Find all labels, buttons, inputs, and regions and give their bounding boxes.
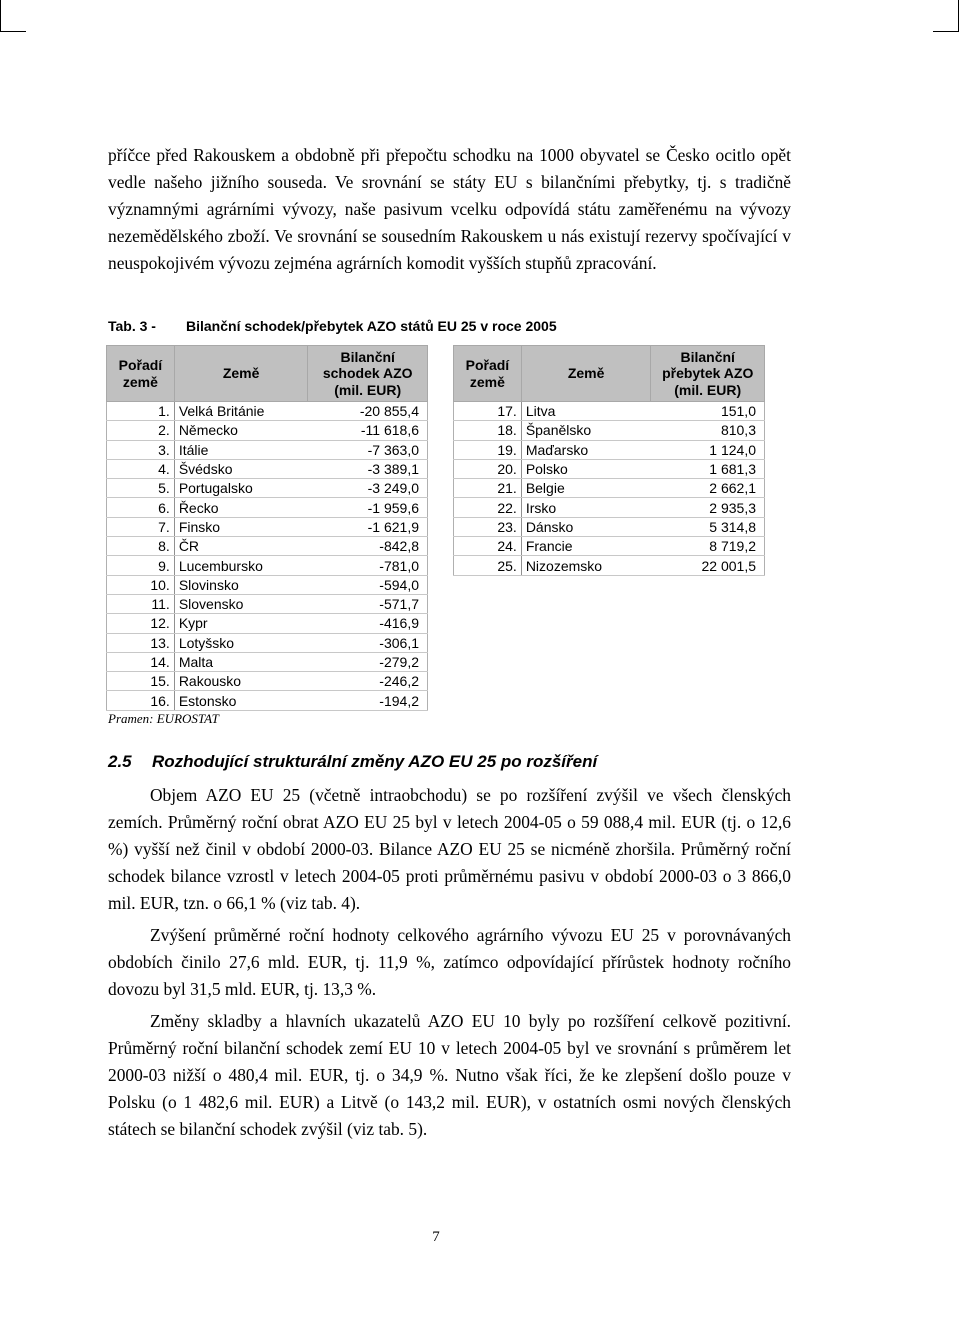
country-cell: Velká Británie — [174, 402, 308, 421]
header-country: Země — [174, 346, 308, 402]
section-heading — [108, 752, 597, 772]
rank-cell: 14. — [107, 652, 175, 671]
body-paragraph: Změny skladby a hlavních ukazatelů AZO EU 10 byly po rozšíření celkově pozitivní. Průměrný roční bilanční schodek zemí EU 10 v letech 2004-05 byl ve srovnání s průměrem let 2000-03 nižší o 480,4 mil. EUR, tj. o 34,9 %. Nutno však říci, že ke zlepšení došlo pouze v Polsku (o 1 482,6 mil. EUR) a Litvě (o 143,2 mil. EUR), v ostatních osmi nových členských státech se bilanční schodek zvýšil (viz tab. 5). — [108, 1011, 791, 1139]
value-cell: 2 662,1 — [651, 479, 765, 498]
table-row — [107, 672, 428, 691]
table-row — [454, 537, 765, 556]
country-cell: Rakousko — [174, 672, 308, 691]
value-cell: -3 389,1 — [308, 459, 428, 478]
value-cell: -1 959,6 — [308, 498, 428, 517]
country-cell: Španělsko — [521, 421, 651, 440]
table-row — [107, 459, 428, 478]
rank-cell: 22. — [454, 498, 522, 517]
header-rank: Pořadí země — [454, 346, 522, 402]
rank-cell: 16. — [107, 691, 175, 710]
table-source: Pramen: EUROSTAT — [108, 711, 219, 726]
deficit-table — [106, 345, 428, 711]
country-cell: Slovensko — [174, 594, 308, 613]
table-row — [107, 479, 428, 498]
country-cell: Maďarsko — [521, 440, 651, 459]
table-row — [107, 594, 428, 613]
section-title: Rozhodující strukturální změny AZO EU 25 po rozšíření — [152, 752, 598, 771]
page-number: 7 — [432, 1229, 440, 1245]
country-cell: Německo — [174, 421, 308, 440]
country-cell: Itálie — [174, 440, 308, 459]
value-cell: -781,0 — [308, 556, 428, 575]
table-row — [454, 498, 765, 517]
header-deficit: Bilanční schodek AZO (mil. EUR) — [308, 346, 428, 402]
value-cell: 151,0 — [651, 402, 765, 421]
value-cell: 1 124,0 — [651, 440, 765, 459]
table-row — [107, 691, 428, 710]
section-number: 2.5 — [108, 752, 132, 771]
value-cell: -594,0 — [308, 575, 428, 594]
value-cell: 2 935,3 — [651, 498, 765, 517]
country-cell: Řecko — [174, 498, 308, 517]
header-country: Země — [521, 346, 651, 402]
rank-cell: 12. — [107, 614, 175, 633]
rank-cell: 2. — [107, 421, 175, 440]
rank-cell: 3. — [107, 440, 175, 459]
value-cell: -20 855,4 — [308, 402, 428, 421]
value-cell: -416,9 — [308, 614, 428, 633]
table-row — [454, 459, 765, 478]
country-cell: Lotyšsko — [174, 633, 308, 652]
crop-mark-right — [958, 0, 959, 32]
crop-mark-right-h — [933, 31, 959, 32]
rank-cell: 19. — [454, 440, 522, 459]
country-cell: Dánsko — [521, 517, 651, 536]
table-row — [107, 402, 428, 421]
body-paragraph: Objem AZO EU 25 (včetně intraobchodu) se po rozšíření zvýšil ve všech členských zemích. Průměrný roční obrat AZO EU 25 byl v letech 2004-05 o 59 088,4 mil. EUR (tj. o 12,6 %) vyšší než činil v období 2000-03. Bilance AZO EU 25 se nicméně zhoršila. Průměrný roční schodek bilance vzrostl v letech 2004-05 proti průměrnému pasivu v období 2000-03 o 3 866,0 mil. EUR, tzn. o 66,1 % (viz tab. 4). — [108, 785, 791, 913]
rank-cell: 7. — [107, 517, 175, 536]
table-row — [107, 421, 428, 440]
rank-cell: 11. — [107, 594, 175, 613]
value-cell: -279,2 — [308, 652, 428, 671]
deficit-table-header — [107, 346, 428, 402]
rank-cell: 5. — [107, 479, 175, 498]
table-row — [454, 402, 765, 421]
country-cell: Malta — [174, 652, 308, 671]
country-cell: Belgie — [521, 479, 651, 498]
country-cell: Estonsko — [174, 691, 308, 710]
crop-mark-left-h — [0, 31, 26, 32]
table-row — [107, 537, 428, 556]
country-cell: Kypr — [174, 614, 308, 633]
country-cell: Portugalsko — [174, 479, 308, 498]
table-row — [107, 633, 428, 652]
table-row — [107, 614, 428, 633]
table-row — [454, 440, 765, 459]
value-cell: -3 249,0 — [308, 479, 428, 498]
value-cell: 810,3 — [651, 421, 765, 440]
rank-cell: 15. — [107, 672, 175, 691]
crop-mark-left — [0, 0, 1, 32]
intro-paragraph: příčce před Rakouskem a obdobně při přepočtu schodku na 1000 obyvatel se Česko ocitlo opět vedle našeho jižního souseda. Ve srovnání se státy EU s bilančními přebytky, tj. s tradičně významnými agrárními vývozy, naše pasivum vcelku odpovídá státu zaměřenému na vývozy nezemědělského zboží. Ve srovnání se sousedním Rakouskem u nás existují rezervy spočívající v neuspokojivém vývozu zejména agrárních komodit vyšších stupňů zpracování. — [108, 145, 791, 273]
value-cell: 8 719,2 — [651, 537, 765, 556]
surplus-table — [453, 345, 765, 576]
body-paragraph: Zvýšení průměrné roční hodnoty celkového agrárního vývozu EU 25 v porovnávaných obdobích činilo 27,6 mld. EUR, tj. 11,9 %, zatímco odpovídající přírůstek hodnoty ročního dovozu byl 31,5 mld. EUR, tj. 13,3 %. — [108, 925, 791, 999]
table-row — [454, 517, 765, 536]
value-cell: 22 001,5 — [651, 556, 765, 575]
rank-cell: 9. — [107, 556, 175, 575]
rank-cell: 17. — [454, 402, 522, 421]
table-row — [107, 652, 428, 671]
value-cell: -306,1 — [308, 633, 428, 652]
country-cell: Švédsko — [174, 459, 308, 478]
country-cell: Nizozemsko — [521, 556, 651, 575]
country-cell: Irsko — [521, 498, 651, 517]
rank-cell: 23. — [454, 517, 522, 536]
table-row — [107, 517, 428, 536]
country-cell: Lucembursko — [174, 556, 308, 575]
table-caption-title: Bilanční schodek/přebytek AZO států EU 25 v roce 2005 — [186, 318, 557, 334]
rank-cell: 21. — [454, 479, 522, 498]
country-cell: Finsko — [174, 517, 308, 536]
value-cell: -571,7 — [308, 594, 428, 613]
rank-cell: 10. — [107, 575, 175, 594]
table-row — [107, 440, 428, 459]
country-cell: Litva — [521, 402, 651, 421]
rank-cell: 20. — [454, 459, 522, 478]
header-rank: Pořadí země — [107, 346, 175, 402]
rank-cell: 24. — [454, 537, 522, 556]
table-caption — [108, 318, 557, 334]
table-row — [107, 556, 428, 575]
rank-cell: 18. — [454, 421, 522, 440]
country-cell: Polsko — [521, 459, 651, 478]
table-row — [107, 575, 428, 594]
rank-cell: 13. — [107, 633, 175, 652]
table-caption-number: Tab. 3 - — [108, 318, 156, 334]
country-cell: ČR — [174, 537, 308, 556]
value-cell: 5 314,8 — [651, 517, 765, 536]
rank-cell: 4. — [107, 459, 175, 478]
surplus-table-header — [454, 346, 765, 402]
country-cell: Francie — [521, 537, 651, 556]
header-surplus: Bilanční přebytek AZO (mil. EUR) — [651, 346, 765, 402]
value-cell: -246,2 — [308, 672, 428, 691]
value-cell: -7 363,0 — [308, 440, 428, 459]
table-row — [107, 498, 428, 517]
value-cell: -1 621,9 — [308, 517, 428, 536]
value-cell: 1 681,3 — [651, 459, 765, 478]
rank-cell: 6. — [107, 498, 175, 517]
rank-cell: 8. — [107, 537, 175, 556]
rank-cell: 1. — [107, 402, 175, 421]
value-cell: -842,8 — [308, 537, 428, 556]
table-row — [454, 556, 765, 575]
rank-cell: 25. — [454, 556, 522, 575]
value-cell: -194,2 — [308, 691, 428, 710]
table-row — [454, 479, 765, 498]
value-cell: -11 618,6 — [308, 421, 428, 440]
table-row — [454, 421, 765, 440]
country-cell: Slovinsko — [174, 575, 308, 594]
